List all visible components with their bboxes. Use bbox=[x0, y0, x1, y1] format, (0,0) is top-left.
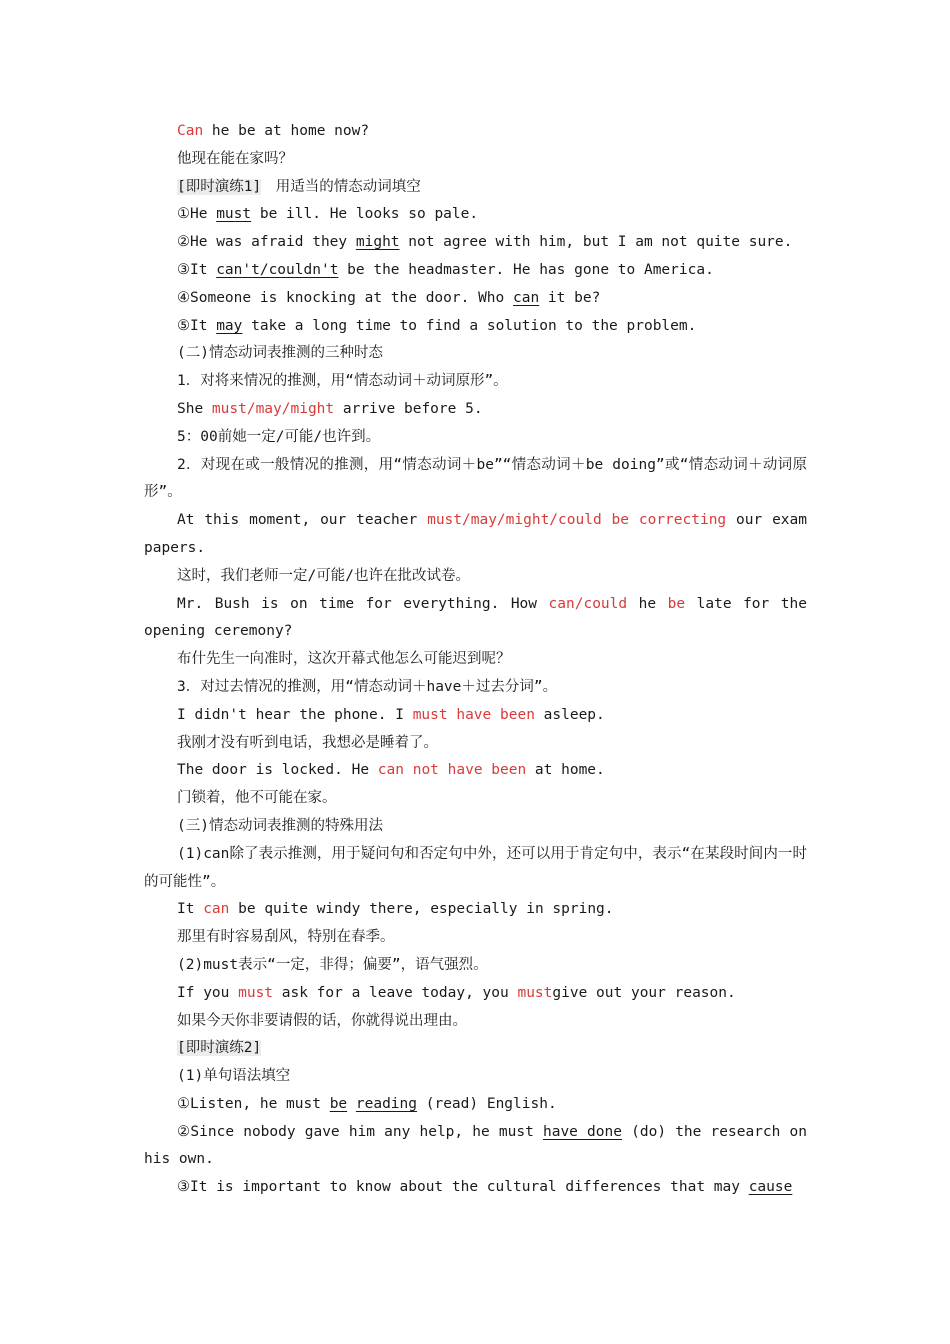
text-run: ask for a leave today, you bbox=[273, 984, 518, 1001]
paragraph bbox=[144, 313, 807, 341]
text-run: 我刚才没有听到电话，我想必是睡着了。 bbox=[177, 734, 438, 751]
highlighted-answer: Can bbox=[177, 123, 204, 139]
text-run: 布什先生一向准时，这次开幕式他怎么可能迟到呢？ bbox=[177, 651, 511, 668]
text-run: At this moment, our teacher bbox=[177, 512, 428, 529]
text-run: our exam papers. bbox=[144, 512, 807, 556]
text-run: 那里有时容易刮风，特别在春季。 bbox=[177, 929, 395, 946]
underlined-answer: can bbox=[513, 289, 540, 306]
text-run: it be? bbox=[539, 289, 601, 306]
text-run: take a long time to find a solution to the problem. bbox=[242, 317, 697, 334]
text-run: If you bbox=[177, 984, 239, 1001]
paragraph bbox=[144, 563, 807, 591]
text-run: late for the opening ceremony? bbox=[144, 595, 807, 640]
highlighted-answer: can not have been bbox=[377, 762, 527, 779]
text-run: be ill. He looks so pale. bbox=[251, 206, 479, 223]
highlighted-answer: must bbox=[517, 984, 553, 1001]
paragraph bbox=[144, 1174, 807, 1202]
underlined-answer: might bbox=[355, 234, 400, 251]
text-run: ⑤It bbox=[177, 317, 217, 334]
text-run: he be at home now? bbox=[203, 123, 370, 139]
text-run: 用适当的情态动词填空 bbox=[261, 178, 421, 195]
text-run: 1．对将来情况的推测，用“情态动词＋动词原形”。 bbox=[177, 373, 508, 390]
paragraph bbox=[144, 424, 807, 452]
text-run: She bbox=[177, 400, 212, 417]
text-run: I didn't hear the phone. I bbox=[177, 706, 413, 723]
text-run: asleep. bbox=[534, 706, 605, 723]
paragraph bbox=[144, 507, 807, 563]
paragraph bbox=[144, 785, 807, 813]
text-run: he bbox=[627, 595, 668, 612]
paragraph bbox=[144, 702, 807, 730]
text-run: (二)情态动词表推测的三种时态 bbox=[177, 345, 383, 362]
text-run: (三)情态动词表推测的特殊用法 bbox=[177, 817, 383, 834]
exercise-tag: [即时演练2] bbox=[177, 1040, 262, 1057]
paragraph bbox=[144, 285, 807, 313]
highlighted-answer: must/may/might/could be correcting bbox=[427, 512, 727, 529]
text-run: (do) the research on his own. bbox=[144, 1123, 807, 1168]
text-run: ②He was afraid they bbox=[177, 234, 356, 251]
paragraph bbox=[144, 229, 807, 257]
paragraph bbox=[144, 174, 807, 202]
text-run: Mr. Bush is on time for everything. How bbox=[177, 595, 549, 612]
text-run: (1)单句语法填空 bbox=[177, 1068, 291, 1085]
text-run: ①He bbox=[177, 206, 217, 223]
underlined-answer: may bbox=[216, 317, 243, 334]
text-run: 3．对过去情况的推测，用“情态动词＋have＋过去分词”。 bbox=[177, 678, 558, 695]
paragraph bbox=[144, 1035, 807, 1063]
paragraph bbox=[144, 980, 807, 1008]
paragraph bbox=[144, 257, 807, 285]
text-run: The door is locked. He bbox=[177, 762, 378, 779]
underlined-answer: can't/couldn't bbox=[216, 261, 339, 278]
text-run: be the headmaster. He has gone to America. bbox=[338, 261, 714, 278]
text-run: 他现在能在家吗？ bbox=[177, 150, 293, 167]
exercise-tag: [即时演练1] bbox=[177, 178, 262, 195]
underlined-answer: have done bbox=[542, 1123, 622, 1140]
text-run: be quite windy there, especially in spring. bbox=[229, 901, 614, 918]
text-run: 门锁着，他不可能在家。 bbox=[177, 790, 337, 807]
text-run: 2．对现在或一般情况的推测，用“情态动词＋be”“情态动词＋be doing”或“情态动词＋动词原形”。 bbox=[144, 456, 807, 501]
paragraph bbox=[144, 924, 807, 952]
underlined-answer: must bbox=[216, 206, 252, 223]
text-run: ②Since nobody gave him any help, he must bbox=[177, 1123, 543, 1140]
underlined-answer: reading bbox=[355, 1095, 417, 1112]
text-run: give out your reason. bbox=[552, 984, 736, 1001]
paragraph bbox=[144, 1063, 807, 1091]
text-run: (1)can除了表示推测，用于疑问句和否定句中外，还可以用于肯定句中，表示“在某段时间内一时的可能性”。 bbox=[144, 845, 807, 890]
text-run: at home. bbox=[526, 762, 605, 779]
paragraph bbox=[144, 591, 807, 647]
text-run: 5：00前她一定/可能/也许到。 bbox=[177, 428, 381, 445]
paragraph bbox=[144, 452, 807, 508]
paragraph bbox=[144, 368, 807, 396]
underlined-answer: cause bbox=[748, 1179, 793, 1196]
underlined-answer: be bbox=[329, 1095, 348, 1112]
paragraph bbox=[144, 757, 807, 785]
highlighted-answer: must/may/might bbox=[211, 400, 335, 417]
paragraph bbox=[144, 146, 807, 174]
paragraph bbox=[144, 674, 807, 702]
highlighted-answer: must have been bbox=[412, 706, 535, 723]
paragraph bbox=[144, 646, 807, 674]
text-run: ③It is important to know about the cultural differences that may bbox=[177, 1179, 749, 1196]
highlighted-answer: can/could bbox=[548, 595, 628, 612]
text-run: ①Listen, he must bbox=[177, 1095, 330, 1112]
highlighted-answer: be bbox=[667, 595, 686, 612]
paragraph bbox=[144, 1119, 807, 1175]
paragraph bbox=[144, 730, 807, 758]
paragraph bbox=[144, 841, 807, 897]
paragraph bbox=[144, 952, 807, 980]
text-run bbox=[347, 1096, 356, 1112]
highlighted-answer: must bbox=[238, 984, 274, 1001]
text-run: 这时，我们老师一定/可能/也许在批改试卷。 bbox=[177, 567, 470, 584]
paragraph bbox=[144, 896, 807, 924]
text-run: (2)must表示“一定，非得；偏要”，语气强烈。 bbox=[177, 956, 488, 973]
text-run: 如果今天你非要请假的话，你就得说出理由。 bbox=[177, 1012, 467, 1029]
paragraph bbox=[144, 396, 807, 424]
text-run: It bbox=[177, 901, 204, 918]
paragraph bbox=[144, 1091, 807, 1119]
text-run: ④Someone is knocking at the door. Who bbox=[177, 289, 513, 306]
paragraph bbox=[144, 201, 807, 229]
paragraph bbox=[144, 813, 807, 841]
paragraph bbox=[144, 1008, 807, 1036]
text-run: arrive before 5. bbox=[334, 400, 483, 417]
text-run: (read) English. bbox=[417, 1095, 557, 1112]
paragraph bbox=[144, 340, 807, 368]
paragraph bbox=[144, 118, 807, 146]
highlighted-answer: can bbox=[203, 901, 230, 918]
document-body bbox=[144, 118, 807, 1202]
text-run: not agree with him, but I am not quite sure. bbox=[399, 234, 793, 251]
text-run: ③It bbox=[177, 261, 217, 278]
